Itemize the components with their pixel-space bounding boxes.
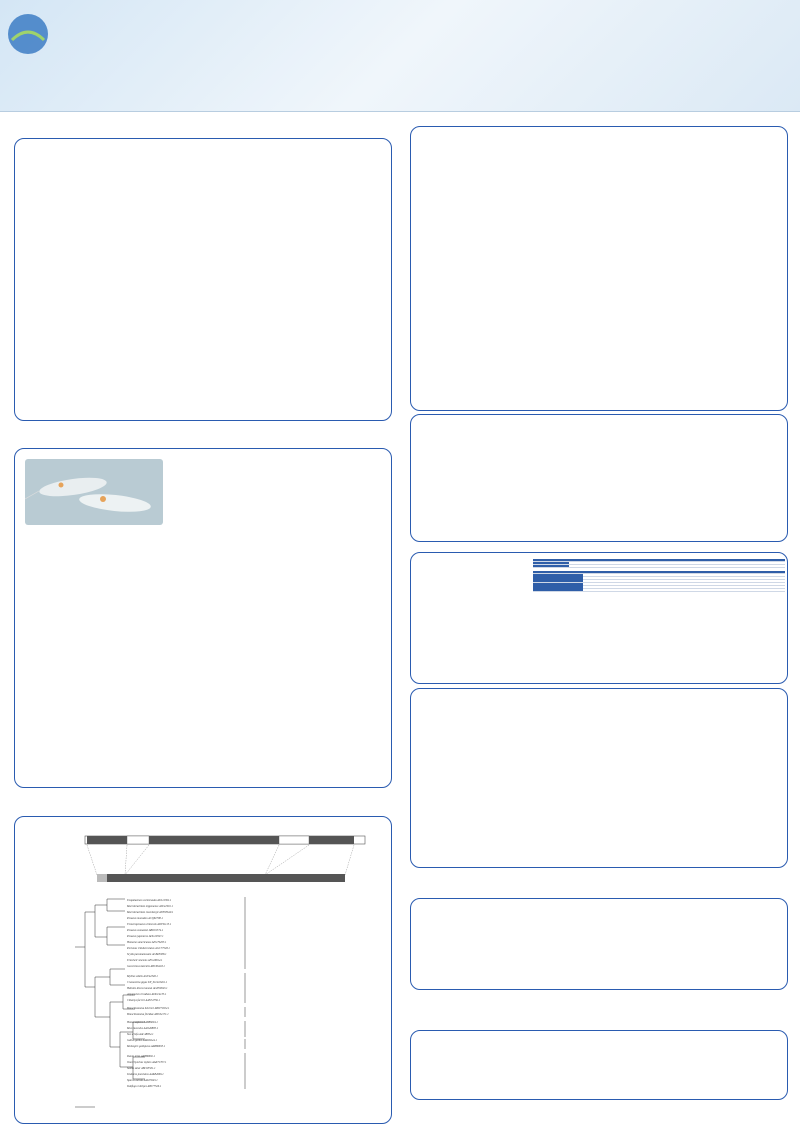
svg-text:Salmo salar ABC63501.1: Salmo salar ABC63501.1 bbox=[127, 1067, 156, 1070]
survival-line-chart bbox=[413, 555, 531, 683]
svg-text:Sus scrofa AAC48854.1: Sus scrofa AAC48854.1 bbox=[127, 1033, 154, 1036]
svg-text:Argopecten irradians ADD14135.: Argopecten irradians ADD14135.1 bbox=[127, 993, 167, 996]
expression-charts bbox=[411, 127, 788, 411]
svg-text:Penaeus monodon ACQ82798.1: Penaeus monodon ACQ82798.1 bbox=[127, 917, 163, 920]
svg-text:Sparus aurata AAL05943.1: Sparus aurata AAL05943.1 bbox=[127, 1079, 158, 1082]
svg-text:Chlamys farreri AAN74756.1: Chlamys farreri AAN74756.1 bbox=[127, 999, 160, 1002]
exon3-block bbox=[309, 836, 354, 844]
ack-box bbox=[410, 1030, 788, 1100]
svg-text:Fenneropenaeus chinensis ADT91: Fenneropenaeus chinensis ADT91115.1 bbox=[127, 923, 172, 926]
rnai-figures-panel bbox=[410, 414, 788, 542]
mapping-lines bbox=[87, 845, 354, 875]
svg-text:Crassostrea gigas XP_011416461: Crassostrea gigas XP_011416461.1 bbox=[127, 981, 168, 984]
svg-text:Takifugu rubripes ABJ77526.1: Takifugu rubripes ABJ77526.1 bbox=[127, 1085, 162, 1088]
svg-text:Gallus gallus AAR18244.1: Gallus gallus AAR18244.1 bbox=[127, 1039, 157, 1042]
svg-text:Homo sapiens AAB86694.1: Homo sapiens AAB86694.1 bbox=[127, 1021, 158, 1024]
svg-text:Branchiostoma floridae ABC6217: Branchiostoma floridae ABC62171.1 bbox=[127, 1013, 169, 1016]
snp-table bbox=[533, 571, 785, 592]
svg-text:Oncorhynchus mykiss AAK71707.1: Oncorhynchus mykiss AAK71707.1 bbox=[127, 1061, 167, 1064]
svg-text:Mytilus edulis AGY42348.1: Mytilus edulis AGY42348.1 bbox=[127, 975, 158, 978]
exon1-block bbox=[87, 836, 127, 844]
poster-header bbox=[0, 0, 800, 112]
conclusions-box bbox=[410, 898, 788, 990]
svg-text:Penaeus vannamei ABD91574.1: Penaeus vannamei ABD91574.1 bbox=[127, 929, 164, 932]
protein-bar bbox=[97, 874, 345, 882]
tables-wrap bbox=[533, 559, 785, 592]
results-figure-box bbox=[14, 816, 392, 1124]
weight-table bbox=[533, 559, 785, 568]
svg-text:Ictalurus punctatus AAK84666.1: Ictalurus punctatus AAK84666.1 bbox=[127, 1073, 164, 1076]
svg-text:Gecarcinus lateralis ABC66418.: Gecarcinus lateralis ABC66418.1 bbox=[127, 965, 165, 968]
growth-table-panel bbox=[410, 552, 788, 684]
svg-text:Eriocheir sinensis AFG26814.1: Eriocheir sinensis AFG26814.1 bbox=[127, 959, 163, 962]
svg-text:Branchiostoma belcheri ABW7165: Branchiostoma belcheri ABW71652.1 bbox=[127, 1007, 170, 1010]
svg-text:Penaeus japonicus ADG29347.1: Penaeus japonicus ADG29347.1 bbox=[127, 935, 164, 938]
svg-text:Mus musculus AAO46885.1: Mus musculus AAO46885.1 bbox=[127, 1027, 159, 1030]
signal-peptide-block bbox=[97, 874, 107, 882]
svg-text:Scylla paramamosain AGB23008.1: Scylla paramamosain AGB23008.1 bbox=[127, 953, 167, 956]
methods-photo-row bbox=[25, 459, 381, 525]
conference-logo bbox=[6, 4, 178, 80]
results-summary-box bbox=[410, 688, 788, 868]
rnai-charts bbox=[411, 415, 788, 542]
svg-text:Macrobrachium nipponense AIU41: Macrobrachium nipponense AIU41991.1 bbox=[127, 905, 173, 908]
expression-figures-panel bbox=[410, 126, 788, 411]
svg-text:Haliotis discus hannai AGN9004: Haliotis discus hannai AGN90043.1 bbox=[127, 987, 168, 990]
svg-text:Meleagris gallopavo AAB86693.1: Meleagris gallopavo AAB86693.1 bbox=[127, 1045, 166, 1048]
table-row bbox=[533, 565, 785, 568]
svg-text:Exopalaemon carinicauda AEL123: Exopalaemon carinicauda AEL12302.1 bbox=[127, 899, 172, 902]
exon2-block bbox=[149, 836, 279, 844]
svg-text:Homarus americanus AEG79203.1: Homarus americanus AEG79203.1 bbox=[127, 941, 167, 944]
svg-text:Danio rerio AAB86692.1: Danio rerio AAB86692.1 bbox=[127, 1055, 156, 1058]
svg-text:Macrobrachium rosenbergii AFP9: Macrobrachium rosenbergii AFP93640.1 bbox=[127, 911, 174, 914]
shrimp-photo bbox=[25, 459, 163, 525]
intro-box bbox=[14, 138, 392, 421]
svg-text:Portunus trituberculatus AGC77: Portunus trituberculatus AGC77528.1 bbox=[127, 947, 170, 950]
intron2-block bbox=[279, 836, 309, 844]
methods-box bbox=[14, 448, 392, 788]
gene-structure-and-tree bbox=[15, 817, 392, 1124]
intron1-block bbox=[127, 836, 149, 844]
